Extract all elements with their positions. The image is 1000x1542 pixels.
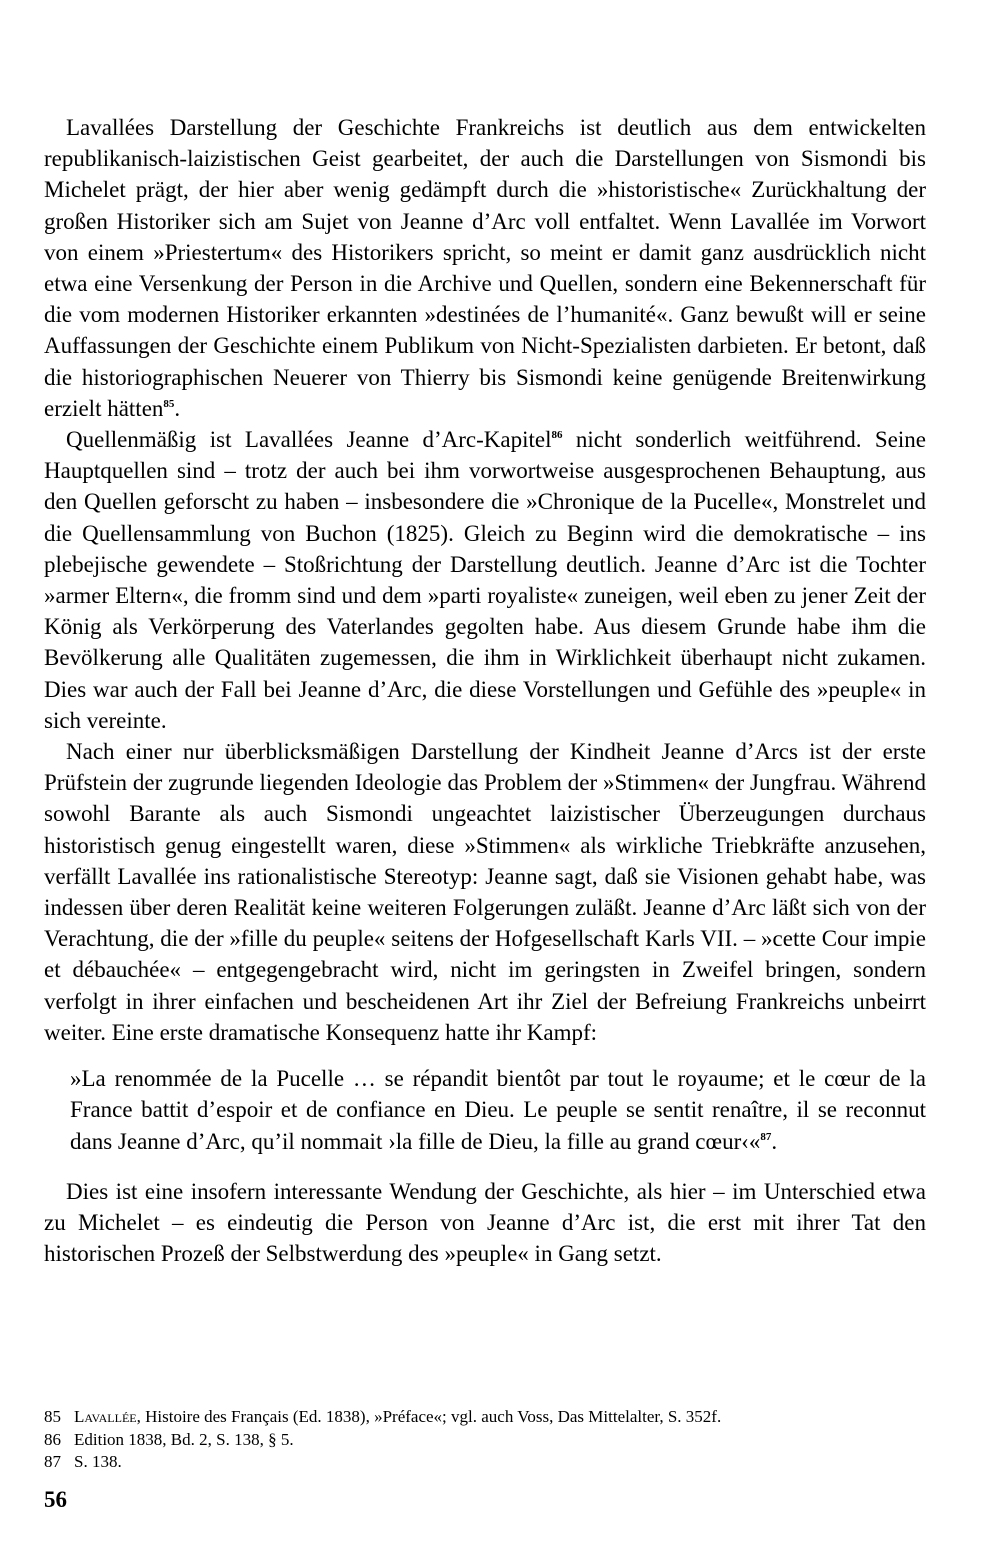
footnote-86: 86 Edition 1838, Bd. 2, S. 138, § 5. <box>44 1429 294 1449</box>
block-quote: »La renommée de la Pucelle … se répandit bientôt par tout le royaume; et le cœur de la France battit d’espoir et de confiance en Dieu. Le peuple se sentit renaître, il se reconnut dans Jeanne d’Arc, qu’il nommait ›la fille de Dieu, la fille au grand cœur‹«$^{87}$. <box>70 1066 926 1154</box>
footnote-ref-86[interactable]: 86 <box>551 429 563 442</box>
footnote-ref-85[interactable]: 85 <box>163 397 175 410</box>
footnotes <box>44 1406 944 1474</box>
paragraph-2: Quellenmäßig ist Lavallées Jeanne d’Arc-Kapitel$^{86}$ nicht sonderlich weitführend. Seine Hauptquellen sind – trotz der auch bei ihm vorwortweise ausgesprochenen Behauptung, aus den Quellen geforscht zu haben – insbesondere die »Chronique de la Pucelle«, Monstrelet und die Quellensammlung von Buchon (1825). Gleich zu Beginn wird die demokratische – ins plebejische gewendete – Stoßrichtung der Darstellung deutlich. Jeanne d’Arc ist die Tochter »armer Eltern«, die fromm sind und dem »parti royaliste« zuneigen, weil eben zu jener Zeit der König als Verkörperung des Vaterlandes gegolten habe. Aus diesem Grunde habe ihm die Bevölkerung alle Qualitäten zugemessen, die ihm in Wirklichkeit überhaupt nicht zukamen. Dies war auch der Fall bei Jeanne d’Arc, die diese Vorstellungen und Gefühle des »peuple« in sich vereinte. <box>44 427 926 733</box>
paragraph-1: Lavallées Darstellung der Geschichte Frankreichs ist deutlich aus dem entwickelten republikanisch-laizistischen Geist gearbeitet, der auch die Darstellungen von Sismondi bis Michelet prägt, der hier aber wenig gedämpft durch die »historistische« Zurückhaltung der großen Historiker sich am Sujet von Jeanne d’Arc voll entfaltet. Wenn Lavallée im Vorwort von einem »Priestertum« des Historikers spricht, so meint er damit ganz ausdrücklich nicht etwa eine Versenkung der Person in die Archive und Quellen, sondern eine Bekennerschaft für die vom modernen Historiker erkannten »destinées de l’humanité«. Ganz bewußt will er seine Auffassungen der Geschichte einem Publikum von Nicht-Spezialisten darbieten. Er betont, daß die historiographischen Neuerer von Thierry bis Sismondi keine genügende Breitenwirkung erzielt hätten$^{85}$. <box>44 115 926 421</box>
page-number: 56 <box>44 1487 67 1512</box>
footnote-ref-87[interactable]: 87 <box>760 1130 772 1143</box>
footnote-87: 87 S. 138. <box>44 1452 122 1471</box>
paragraph-4: Dies ist eine insofern interessante Wendung der Geschichte, als hier – im Unterschied etwa zu Michelet – es eindeutig die Person von Jeanne d’Arc ist, die erst mit ihrer Tat den historischen Prozeß der Selbstwerdung des »peuple« in Gang setzt. <box>44 1178 926 1267</box>
body-text <box>44 112 926 1269</box>
paragraph-3: Nach einer nur überblicksmäßigen Darstellung der Kindheit Jeanne d’Arcs ist der erste Prüfstein der zugrunde liegenden Ideologie das Problem der »Stimmen« der Jungfrau. Während sowohl Barante als auch Sismondi ungeachtet laizistischer Überzeugungen durchaus historistisch genug eingestellt waren, diese »Stimmen« als wirkliche Triebkräfte anzusehen, verfällt Lavallée ins rationalistische Stereotyp: Jeanne sagt, daß sie Visionen gehabt habe, was indessen über deren Realität keine weiteren Folgerungen zuläßt. Jeanne d’Arc läßt sich von der Verachtung, die der »fille du peuple« seitens der Hofgesellschaft Karls VII. – »cette Cour impie et débauchée« – entgegengebracht wird, nicht im geringsten in Zweifel bringen, sondern verfolgt in ihrer einfachen und bescheidenen Art ihr Ziel der Befreiung Frankreichs unbeirrt weiter. Eine erste dramatische Konsequenz hatte ihr Kampf: <box>44 739 926 1045</box>
footnote-85: 85 Lavallée, Histoire des Français (Ed. 1838), »Préface«; vgl. auch Voss, Das Mittelalter, S. 352f. <box>44 1407 722 1426</box>
footnote-author: Lavallée <box>74 1407 137 1426</box>
